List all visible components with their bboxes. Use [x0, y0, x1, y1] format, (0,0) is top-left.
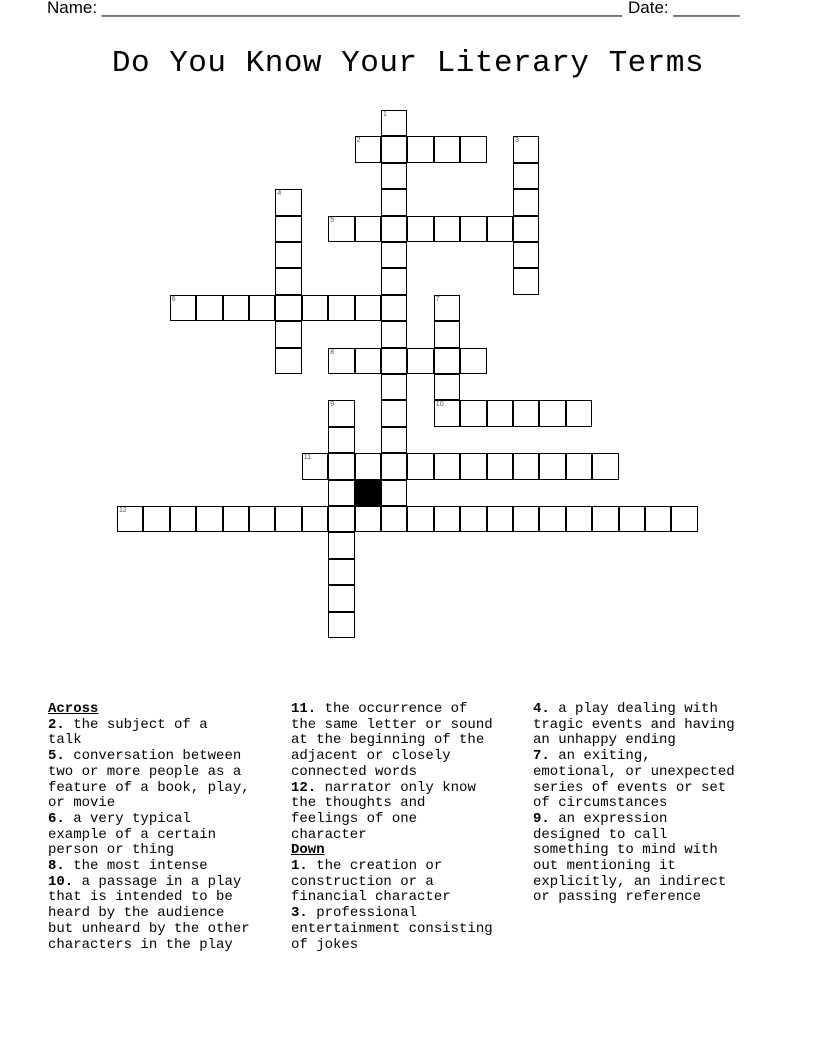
clue-number: 2	[356, 137, 361, 145]
crossword-cell[interactable]	[328, 559, 354, 585]
crossword-cell[interactable]	[275, 348, 301, 374]
crossword-cell[interactable]	[460, 348, 486, 374]
clue-text-line: example of a certain	[48, 826, 217, 843]
crossword-cell[interactable]	[645, 506, 671, 532]
crossword-cell[interactable]	[170, 295, 196, 321]
clue-text-line: the subject of a	[64, 716, 208, 733]
clue-number: 12	[119, 507, 127, 514]
crossword-cell[interactable]	[434, 348, 460, 374]
date-field-label: Date: _______	[628, 0, 740, 17]
clue-entry-number: 8.	[48, 858, 65, 875]
clue-text-line: entertainment consisting	[291, 920, 493, 937]
crossword-cell[interactable]	[434, 216, 460, 242]
clue-text-line: designed to call	[533, 826, 668, 843]
clue-text-line: the same letter or sound	[291, 716, 493, 733]
crossword-cell[interactable]	[328, 453, 354, 479]
crossword-cell[interactable]	[381, 453, 407, 479]
clue-text-line: connected words	[291, 763, 418, 780]
crossword-cell[interactable]	[223, 506, 249, 532]
crossword-cell[interactable]	[328, 532, 354, 558]
crossword-cell[interactable]	[355, 295, 381, 321]
crossword-cell[interactable]	[487, 506, 513, 532]
crossword-cell[interactable]	[487, 400, 513, 426]
clue-text-line: the occurrence of	[316, 702, 468, 717]
clue-text-line: feelings of one	[291, 810, 418, 827]
clue-number: 9	[330, 401, 335, 409]
clue-text-line: construction or a	[291, 873, 434, 890]
clue-text-line: of circumstances	[533, 795, 668, 812]
clue-text-line: an exiting,	[549, 748, 651, 765]
crossword-cell[interactable]	[434, 295, 460, 321]
crossword-cell[interactable]	[381, 163, 407, 189]
clue-number: 3	[515, 137, 519, 145]
clue-entry	[48, 718, 284, 749]
clue-text-line: the creation or	[307, 858, 443, 875]
clue-text-line: tragic events and having	[533, 716, 735, 733]
crossword-cell[interactable]	[460, 136, 486, 162]
crossword-cell[interactable]	[407, 216, 433, 242]
crossword-cell[interactable]	[513, 163, 539, 189]
clue-text-line: a very typical	[64, 810, 191, 827]
crossword-cell[interactable]	[355, 216, 381, 242]
clue-number: 1	[383, 111, 387, 118]
crossword-cell[interactable]	[434, 136, 460, 162]
crossword-cell[interactable]	[381, 268, 407, 294]
crossword-cell[interactable]	[592, 506, 618, 532]
crossword-cell[interactable]	[328, 612, 354, 638]
clue-text-line: an unhappy ending	[533, 732, 676, 749]
crossword-cell[interactable]	[513, 506, 539, 532]
crossword-cell[interactable]	[513, 189, 539, 215]
crossword-cell[interactable]	[143, 506, 169, 532]
crossword-cell[interactable]	[539, 453, 565, 479]
clue-entry	[291, 702, 527, 781]
crossword-cell[interactable]	[355, 136, 381, 162]
crossword-cell[interactable]	[249, 295, 275, 321]
crossword-cell[interactable]	[671, 506, 697, 532]
crossword-cell[interactable]	[328, 585, 354, 611]
crossword-cell[interactable]	[513, 453, 539, 479]
crossword-cell[interactable]	[381, 295, 407, 321]
crossword-cell[interactable]	[566, 400, 592, 426]
crossword-cell[interactable]	[513, 242, 539, 268]
section-heading: Across	[48, 702, 99, 717]
clue-entry	[291, 906, 527, 953]
clue-number: 5	[330, 216, 335, 224]
crossword-cell[interactable]	[381, 136, 407, 162]
clue-text-line: explicitly, an indirect	[533, 873, 727, 890]
crossword-cell[interactable]	[460, 216, 486, 242]
crossword-cell[interactable]	[566, 453, 592, 479]
clue-number: 6	[171, 295, 176, 303]
crossword-cell[interactable]	[170, 506, 196, 532]
crossword-cell[interactable]	[381, 506, 407, 532]
crossword-cell[interactable]	[434, 400, 460, 426]
clue-text-line: two or more people as a	[48, 763, 242, 780]
clue-entry	[533, 702, 769, 749]
crossword-cell[interactable]	[381, 348, 407, 374]
crossword-cell[interactable]	[355, 348, 381, 374]
clue-entry	[533, 812, 769, 906]
crossword-cell[interactable]	[328, 400, 354, 426]
clue-text-line: an expression	[549, 810, 668, 827]
crossword-cell[interactable]	[275, 189, 301, 215]
clue-text-line: out mentioning it	[533, 858, 676, 875]
clue-entry	[48, 875, 284, 954]
crossword-cell[interactable]	[487, 453, 513, 479]
crossword-cell[interactable]	[407, 506, 433, 532]
clue-text-line: that is intended to be	[48, 889, 233, 906]
clue-text-line: emotional, or unexpected	[533, 763, 735, 780]
clue-column-3	[533, 702, 769, 906]
clue-text-line: characters in the play	[48, 936, 233, 953]
clue-text-line: the most intense	[64, 858, 208, 875]
crossword-cell[interactable]	[381, 110, 407, 136]
clue-number: 7	[435, 295, 440, 303]
clue-text-line: of jokes	[291, 936, 359, 953]
crossword-cell[interactable]	[487, 216, 513, 242]
clue-entry	[533, 749, 769, 812]
clue-entry-number: 7.	[533, 748, 550, 765]
clue-entry	[48, 859, 284, 875]
crossword-cell[interactable]	[275, 242, 301, 268]
clue-entry-number: 12.	[291, 779, 317, 796]
clue-text-line: adjacent or closely	[291, 748, 451, 765]
black-square	[355, 480, 381, 506]
clue-text-line: narrator only know	[316, 779, 476, 796]
crossword-cell[interactable]	[407, 453, 433, 479]
crossword-cell[interactable]	[513, 216, 539, 242]
crossword-cell[interactable]	[249, 506, 275, 532]
clue-entry-number: 10.	[48, 873, 74, 890]
crossword-cell[interactable]	[328, 480, 354, 506]
clue-number: 8	[330, 348, 335, 356]
clue-entry-number: 9.	[533, 810, 550, 827]
crossword-cell[interactable]	[302, 453, 328, 479]
crossword-cell[interactable]	[381, 189, 407, 215]
crossword-cell[interactable]	[539, 400, 565, 426]
clue-text-line: heard by the audience	[48, 905, 225, 922]
clue-text-line: or movie	[48, 795, 116, 812]
crossword-cell[interactable]	[275, 321, 301, 347]
crossword-cell[interactable]	[592, 453, 618, 479]
crossword-cell[interactable]	[513, 400, 539, 426]
crossword-cell[interactable]	[381, 374, 407, 400]
crossword-cell[interactable]	[196, 506, 222, 532]
clue-number: 4	[277, 190, 282, 198]
crossword-cell[interactable]	[381, 480, 407, 506]
crossword-cell[interactable]	[460, 453, 486, 479]
crossword-cell[interactable]	[328, 348, 354, 374]
crossword-cell[interactable]	[513, 268, 539, 294]
crossword-cell[interactable]	[196, 295, 222, 321]
crossword-cell[interactable]	[381, 216, 407, 242]
crossword-cell[interactable]	[328, 427, 354, 453]
clue-text-line: character	[291, 826, 367, 843]
crossword-cell[interactable]	[434, 321, 460, 347]
clue-number: 10	[435, 401, 444, 409]
crossword-cell[interactable]	[381, 427, 407, 453]
crossword-cell[interactable]	[407, 136, 433, 162]
clue-text-line: conversation between	[64, 748, 242, 765]
clue-entry-number: 5.	[48, 748, 65, 765]
clue-text-line: series of events or set	[533, 779, 727, 796]
crossword-cell[interactable]	[434, 374, 460, 400]
clue-entry-number: 1.	[291, 858, 308, 875]
clue-entry-number: 2.	[48, 716, 65, 733]
clue-text-line: a play dealing with	[549, 702, 718, 717]
clue-text-line: person or thing	[48, 842, 175, 859]
clue-entry	[48, 812, 284, 859]
crossword-cell[interactable]	[381, 400, 407, 426]
clue-entry	[48, 749, 284, 812]
clue-entry-number: 3.	[291, 905, 308, 922]
crossword-cell[interactable]	[619, 506, 645, 532]
crossword-cell[interactable]	[355, 506, 381, 532]
crossword-cell[interactable]	[434, 506, 460, 532]
clue-text-line: something to mind with	[533, 842, 718, 859]
clue-entry	[291, 859, 527, 906]
clue-text-line: feature of a book, play,	[48, 779, 250, 796]
crossword-cell[interactable]	[381, 242, 407, 268]
crossword-cell[interactable]	[275, 216, 301, 242]
crossword-cell[interactable]	[434, 453, 460, 479]
crossword-cell[interactable]	[328, 506, 354, 532]
clue-text-line: talk	[48, 732, 82, 749]
clue-entry	[291, 781, 527, 844]
clue-text-line: financial character	[291, 889, 451, 906]
clue-entry-number: 11.	[291, 702, 317, 717]
crossword-cell[interactable]	[302, 295, 328, 321]
section-heading: Down	[291, 842, 325, 859]
page-title: Do You Know Your Literary Terms	[111, 46, 705, 81]
crossword-cell[interactable]	[539, 506, 565, 532]
crossword-cell[interactable]	[275, 295, 301, 321]
clue-entry-number: 6.	[48, 810, 65, 827]
clue-column-1	[48, 702, 284, 953]
crossword-cell[interactable]	[117, 506, 143, 532]
clue-text-line: a passage in a play	[73, 873, 242, 890]
crossword-cell[interactable]	[355, 453, 381, 479]
clue-column-2	[291, 702, 527, 953]
crossword-cell[interactable]	[513, 136, 539, 162]
crossword-cell[interactable]	[328, 216, 354, 242]
crossword-cell[interactable]	[223, 295, 249, 321]
clue-entry-number: 4.	[533, 702, 550, 717]
crossword-cell[interactable]	[460, 400, 486, 426]
name-field-label: Name: _______________________________________________________	[47, 0, 622, 17]
clue-text-line: the thoughts and	[291, 795, 426, 812]
crossword-cell[interactable]	[381, 321, 407, 347]
crossword-cell[interactable]	[566, 506, 592, 532]
clue-number: 11	[303, 454, 312, 462]
clue-text-line: or passing reference	[533, 889, 702, 906]
clue-text-line: professional	[307, 905, 418, 922]
crossword-cell[interactable]	[328, 295, 354, 321]
crossword-cell[interactable]	[275, 268, 301, 294]
clue-text-line: but unheard by the other	[48, 920, 250, 937]
crossword-cell[interactable]	[302, 506, 328, 532]
crossword-cell[interactable]	[407, 348, 433, 374]
crossword-cell[interactable]	[275, 506, 301, 532]
clue-text-line: at the beginning of the	[291, 732, 485, 749]
crossword-cell[interactable]	[460, 506, 486, 532]
